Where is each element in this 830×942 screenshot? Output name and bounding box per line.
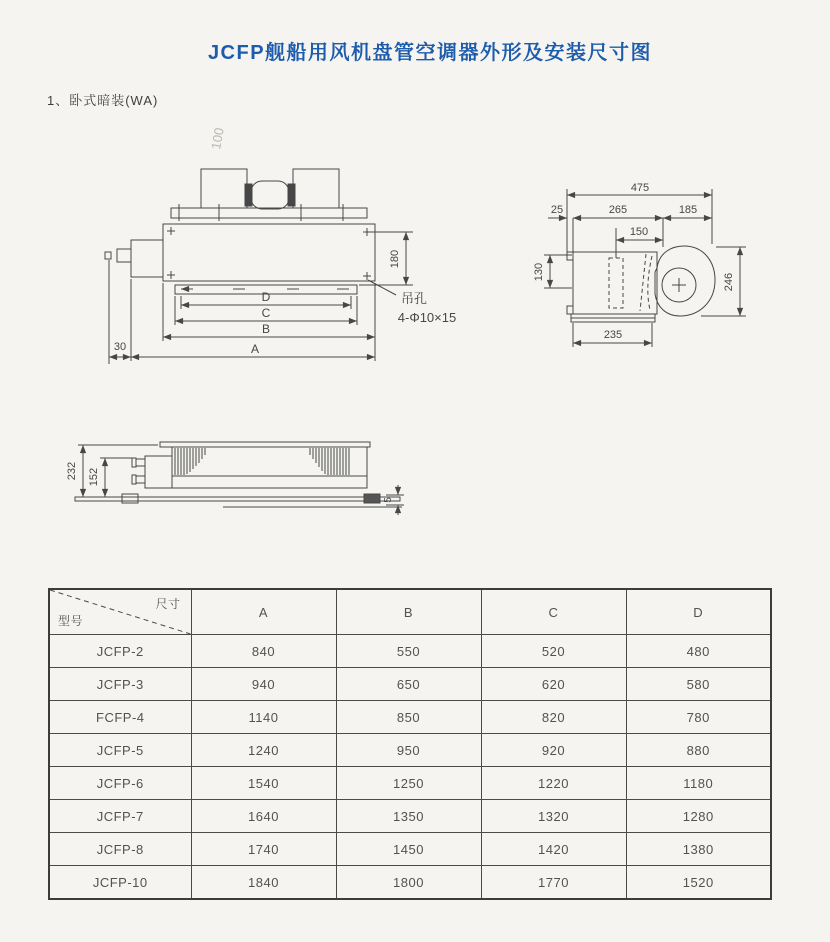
table-cell: 840	[191, 635, 336, 668]
table-cell: 550	[336, 635, 481, 668]
dim-25: 25	[550, 204, 564, 216]
front-view-drawing	[15, 112, 465, 377]
table-cell: 520	[481, 635, 626, 668]
dim-5: 5	[383, 497, 394, 503]
plan-view-geometry	[75, 442, 402, 507]
side-view-labels	[533, 182, 735, 341]
column-header-B: B	[336, 589, 481, 635]
page-title: JCFP舰船用风机盘管空调器外形及安装尺寸图	[207, 42, 653, 64]
table-cell: 1840	[191, 866, 336, 900]
model-cell: JCFP-7	[49, 800, 191, 833]
table-cell: 1350	[336, 800, 481, 833]
table-cell: 1380	[626, 833, 771, 866]
model-cell: JCFP-10	[49, 866, 191, 900]
table-cell: 1140	[191, 701, 336, 734]
table-cell: 1320	[481, 800, 626, 833]
table-cell: 1540	[191, 767, 336, 800]
table-cell: 850	[336, 701, 481, 734]
column-header-D: D	[626, 589, 771, 635]
table-corner-cell	[49, 589, 191, 635]
front-view-geometry	[105, 169, 375, 294]
dimension-table	[48, 588, 772, 900]
table-row	[49, 668, 771, 701]
table-cell: 1450	[336, 833, 481, 866]
dim-180: 180	[389, 249, 401, 269]
dim-246: 246	[723, 272, 735, 292]
dim-235: 235	[603, 329, 623, 341]
dim-30: 30	[113, 341, 127, 353]
plan-view-drawing	[52, 413, 412, 533]
hole-note-2: 4-Φ10×15	[397, 310, 457, 325]
table-row	[49, 800, 771, 833]
table-row	[49, 833, 771, 866]
corner-label-model: 型号	[58, 614, 84, 628]
front-view-labels	[114, 250, 456, 356]
column-header-A: A	[191, 589, 336, 635]
dim-130: 130	[533, 262, 545, 282]
table-row	[49, 866, 771, 900]
model-cell: JCFP-3	[49, 668, 191, 701]
table-cell: 920	[481, 734, 626, 767]
dim-D: D	[261, 290, 271, 304]
table-cell: 480	[626, 635, 771, 668]
pencil-watermark: 100	[208, 126, 227, 151]
table-cell: 580	[626, 668, 771, 701]
table-cell: 1640	[191, 800, 336, 833]
model-cell: JCFP-8	[49, 833, 191, 866]
plan-view-dimensions	[78, 445, 404, 515]
table-cell: 1770	[481, 866, 626, 900]
table-cell: 620	[481, 668, 626, 701]
dim-150: 150	[629, 226, 649, 238]
table-cell: 1800	[336, 866, 481, 900]
dim-265: 265	[608, 204, 628, 216]
table-cell: 950	[336, 734, 481, 767]
model-cell: JCFP-2	[49, 635, 191, 668]
dim-B: B	[261, 322, 271, 336]
table-cell: 1280	[626, 800, 771, 833]
table-header-row	[49, 589, 771, 635]
side-view-geometry	[567, 228, 715, 322]
dim-C: C	[261, 306, 271, 320]
table-row	[49, 734, 771, 767]
model-cell: FCFP-4	[49, 701, 191, 734]
dim-232: 232	[66, 461, 78, 481]
table-cell: 1240	[191, 734, 336, 767]
table-cell: 880	[626, 734, 771, 767]
dim-A: A	[250, 342, 260, 356]
table-cell: 1420	[481, 833, 626, 866]
table-cell: 1520	[626, 866, 771, 900]
dim-185: 185	[678, 204, 698, 216]
table-cell: 650	[336, 668, 481, 701]
table-cell: 780	[626, 701, 771, 734]
section-label: 1、卧式暗装(WA)	[47, 93, 159, 108]
hole-note-1: 吊孔	[400, 291, 428, 306]
table-cell: 1180	[626, 767, 771, 800]
table-row	[49, 635, 771, 668]
table-cell: 1220	[481, 767, 626, 800]
table-cell: 820	[481, 701, 626, 734]
corner-label-size: 尺寸	[155, 597, 181, 611]
table-cell: 940	[191, 668, 336, 701]
column-header-C: C	[481, 589, 626, 635]
table-row	[49, 701, 771, 734]
model-cell: JCFP-6	[49, 767, 191, 800]
side-view-drawing	[528, 168, 828, 363]
dim-475: 475	[630, 182, 650, 194]
model-cell: JCFP-5	[49, 734, 191, 767]
table-cell: 1740	[191, 833, 336, 866]
table-row	[49, 767, 771, 800]
dim-152: 152	[88, 467, 100, 487]
table-cell: 1250	[336, 767, 481, 800]
